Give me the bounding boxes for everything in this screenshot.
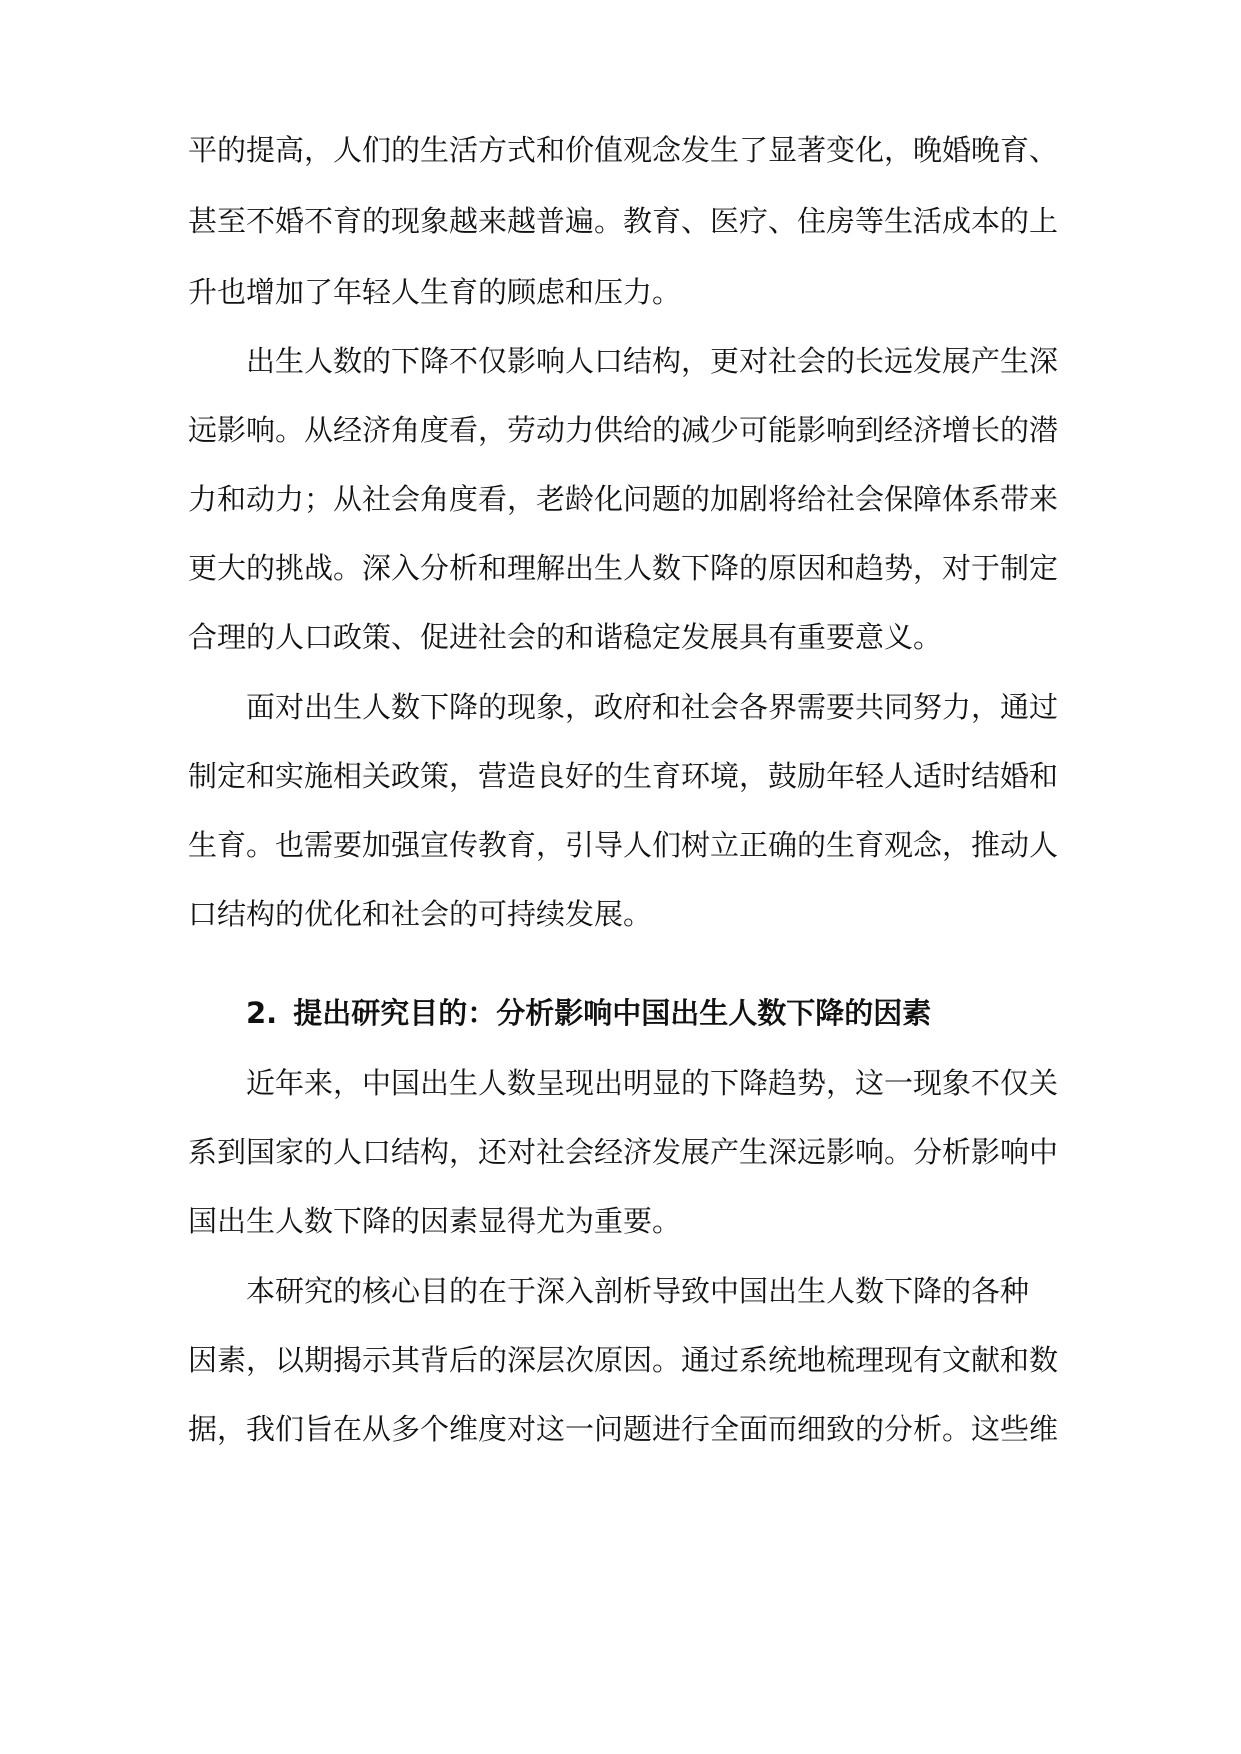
paragraph-line: 生育。也需要加强宣传教育，引导人们树立正确的生育观念，推动人 — [188, 828, 1059, 862]
section-number: 2. — [246, 996, 278, 1030]
paragraph-line: 近年来，中国出生人数呈现出明显的下降趋势，这一现象不仅关 — [246, 1066, 1059, 1100]
paragraph-line: 因素，以期揭示其背后的深层次原因。通过系统地梳理现有文献和数 — [188, 1343, 1059, 1377]
paragraph-line: 据，我们旨在从多个维度对这一问题进行全面而细致的分析。这些维 — [188, 1412, 1059, 1446]
section-title: 提出研究目的：分析影响中国出生人数下降的因素 — [293, 996, 932, 1030]
paragraph-line: 制定和实施相关政策，营造良好的生育环境，鼓励年轻人适时结婚和 — [188, 759, 1059, 793]
paragraph-line: 甚至不婚不育的现象越来越普遍。教育、医疗、住房等生活成本的上 — [188, 204, 1059, 238]
paragraph-line: 合理的人口政策、促进社会的和谐稳定发展具有重要意义。 — [188, 620, 943, 654]
paragraph-line: 升也增加了年轻人生育的顾虑和压力。 — [188, 275, 682, 309]
paragraph-line: 力和动力；从社会角度看，老龄化问题的加剧将给社会保障体系带来 — [188, 482, 1059, 516]
section-heading — [246, 993, 931, 1033]
paragraph-line: 平的提高，人们的生活方式和价值观念发生了显著变化，晚婚晚育、 — [188, 133, 1059, 167]
paragraph-line: 本研究的核心目的在于深入剖析导致中国出生人数下降的各种 — [246, 1274, 1030, 1308]
paragraph-line: 系到国家的人口结构，还对社会经济发展产生深远影响。分析影响中 — [188, 1135, 1059, 1169]
paragraph-line: 口结构的优化和社会的可持续发展。 — [188, 897, 653, 931]
paragraph-line: 更大的挑战。深入分析和理解出生人数下降的原因和趋势，对于制定 — [188, 551, 1059, 585]
paragraph-line: 面对出生人数下降的现象，政府和社会各界需要共同努力，通过 — [246, 690, 1059, 724]
paragraph-line: 国出生人数下降的因素显得尤为重要。 — [188, 1204, 682, 1238]
paragraph-line: 出生人数的下降不仅影响人口结构，更对社会的长远发展产生深 — [246, 344, 1059, 378]
paragraph-line: 远影响。从经济角度看，劳动力供给的减少可能影响到经济增长的潜 — [188, 413, 1059, 447]
